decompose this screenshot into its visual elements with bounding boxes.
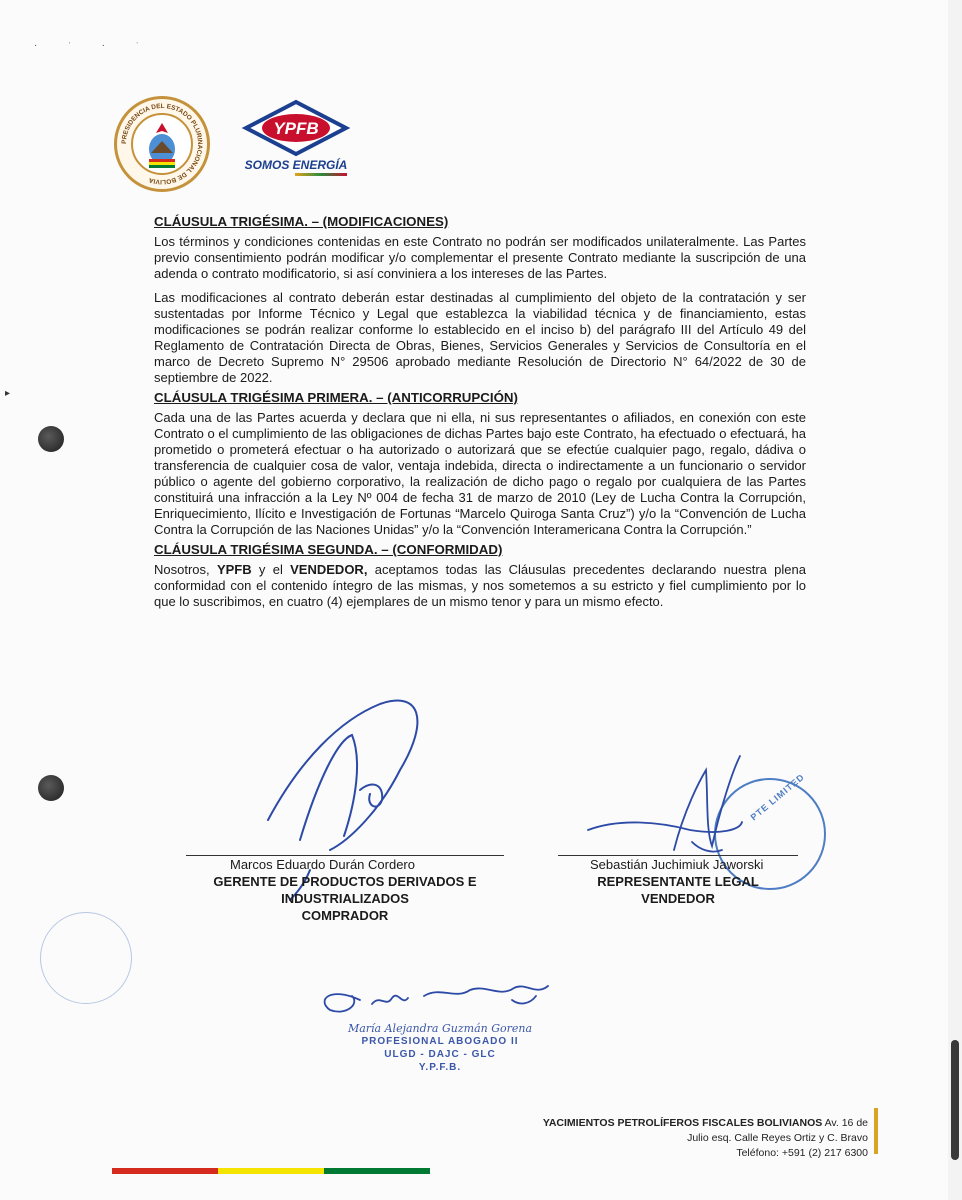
clause-30-heading: CLÁUSULA TRIGÉSIMA. – (MODIFICACIONES) xyxy=(154,214,449,229)
conformity-rest: aceptamos todas las Cláusulas precedentes declarando nuestra plena conformidad con el contenido íntegro de las mismas, y nos sometemos a su estricto y fiel cumplimiento por lo que lo suscribimos, en cuatro (4) ejemplares de un mismo tenor y para un mismo efecto. xyxy=(154,562,806,609)
footer-address-1: Av. 16 de xyxy=(822,1117,868,1129)
svg-text:PRESIDENCIA DEL ESTADO PLURINA xyxy=(121,103,203,185)
party-ypfb: YPFB xyxy=(216,562,252,577)
flag-stripe-green xyxy=(324,1168,430,1174)
buyer-role-line-1: GERENTE DE PRODUCTOS DERIVADOS E xyxy=(213,874,477,889)
punch-hole-top xyxy=(38,426,64,452)
buyer-name: Marcos Eduardo Durán Cordero xyxy=(230,857,415,872)
scrollbar-thumb[interactable] xyxy=(951,1040,959,1160)
buyer-role-line-2: INDUSTRIALIZADOS xyxy=(281,891,409,906)
footer-phone: Teléfono: +591 (2) 217 6300 xyxy=(736,1147,868,1159)
conformity-lead: Nosotros, xyxy=(154,562,217,577)
contract-body xyxy=(154,214,806,618)
footer-address xyxy=(476,1116,868,1161)
scan-specks: · ˑ · ˑ xyxy=(34,40,153,51)
lawyer-company: Y.P.F.B. xyxy=(418,1062,462,1073)
footer-address-2: Julio esq. Calle Reyes Ortiz y C. Bravo xyxy=(687,1132,868,1144)
seal-text: PRESIDENCIA DEL ESTADO PLURINACIONAL DE BOLIVIA xyxy=(120,102,204,186)
ypfb-logo-text: YPFB xyxy=(273,119,319,138)
clause-31-heading: CLÁUSULA TRIGÉSIMA PRIMERA. – (ANTICORRUPCIÓN) xyxy=(154,390,518,405)
footer-accent-bar xyxy=(874,1108,878,1154)
seller-role-line-1: REPRESENTANTE LEGAL xyxy=(597,874,759,889)
seller-stamp-text: PTE LIMITED xyxy=(748,771,807,823)
seller-role-line-2: VENDEDOR xyxy=(641,891,715,906)
seller-signature-line xyxy=(558,855,798,856)
scrollbar[interactable] xyxy=(948,0,962,1200)
lawyer-title: PROFESIONAL ABOGADO II xyxy=(361,1036,519,1047)
clause-31-paragraph-1: Cada una de las Partes acuerda y declara que ni ella, ni sus representantes o afiliados, en conexión con este Contrato o el cumplimiento de las obligaciones de dichas Partes bajo este Contrato, ha efectuado o efectuará, ha prometido o prometerá efectuar o ha autorizado o autorizará que se efectúe cualquier pago, regalo, dádiva o transferencia de cualquier cosa de valor, ventaja indebida, directa o indirectamente a un funcionario o servidor público o agente del gobierno corporativo, la realización de dicho pago o regalo por cualquiera de las Partes constituirá una infracción a la Ley Nº 004 de fecha 31 de marzo de 2010 (Ley de Lucha Contra la Corrupción, Enriquecimiento, Ilícito e Investigación de Fortunas “Marcelo Quiroga Santa Cruz”) y/o la “Convención de Lucha Contra la Corrupción de las Naciones Unidas” y/o la “Convención Interamericana Contra la Corrupción.” xyxy=(154,410,806,537)
clause-30-paragraph-2: Las modificaciones al contrato deberán estar destinadas al cumplimiento del objeto de la contratación y ser sustentadas por Informe Técnico y Legal que establezca la viabilidad técnica y de financiamiento, estas modificaciones se podrán realizar conforme lo establecido en el inciso b) del parágrafo III del Artículo 49 del Reglamento de Contratación Directa de Obras, Bienes, Servicios Generales y Servicios de Consultoría en el marco de Decreto Supremo N° 29506 aprobado mediante Resolución de Directorio N° 64/2022 de 30 de septiembre de 2022. xyxy=(154,290,806,385)
bolivian-flag-bar xyxy=(112,1168,430,1174)
slogan: SOMOS ENERGÍA xyxy=(244,158,348,172)
scan-mark: ▸ xyxy=(5,388,11,399)
buyer-signature-line xyxy=(186,855,504,856)
clause-30-paragraph-1: Los términos y condiciones contenidas en este Contrato no podrán ser modificados unilateralmente. Las Partes previo consentimiento podrán modificar y/o complementar el presente Contrato mediante la suscripción de una adenda o contrato modificatorio, si así conviniera a los intereses de las Partes. xyxy=(154,234,806,281)
conformity-mid: y el xyxy=(251,562,291,577)
seller-role xyxy=(548,873,808,907)
lawyer-stamp xyxy=(320,1022,560,1074)
lawyer-name: María Alejandra Guzmán Gorena xyxy=(347,1022,533,1035)
footer-company: YACIMIENTOS PETROLÍFEROS FISCALES BOLIVIANOS xyxy=(542,1117,823,1129)
slogan-underline xyxy=(295,173,347,176)
footer-line-1 xyxy=(476,1116,868,1131)
flag-stripe-yellow xyxy=(218,1168,324,1174)
clause-32-heading: CLÁUSULA TRIGÉSIMA SEGUNDA. – (CONFORMIDAD) xyxy=(154,542,503,557)
buyer-role xyxy=(170,873,520,924)
punch-hole-bottom xyxy=(38,775,64,801)
lawyer-unit: ULGD - DAJC - GLC xyxy=(384,1049,496,1060)
flag-stripe-red xyxy=(112,1168,218,1174)
lawyer-signature xyxy=(325,986,548,1012)
faded-stamp xyxy=(40,912,132,1004)
seller-name: Sebastián Juchimiuk Jaworski xyxy=(590,857,764,872)
buyer-role-line-3: COMPRADOR xyxy=(301,908,389,923)
clause-32-paragraph-1 xyxy=(154,562,806,610)
presidency-seal-logo xyxy=(114,96,210,192)
party-vendedor: VENDEDOR, xyxy=(290,562,368,577)
